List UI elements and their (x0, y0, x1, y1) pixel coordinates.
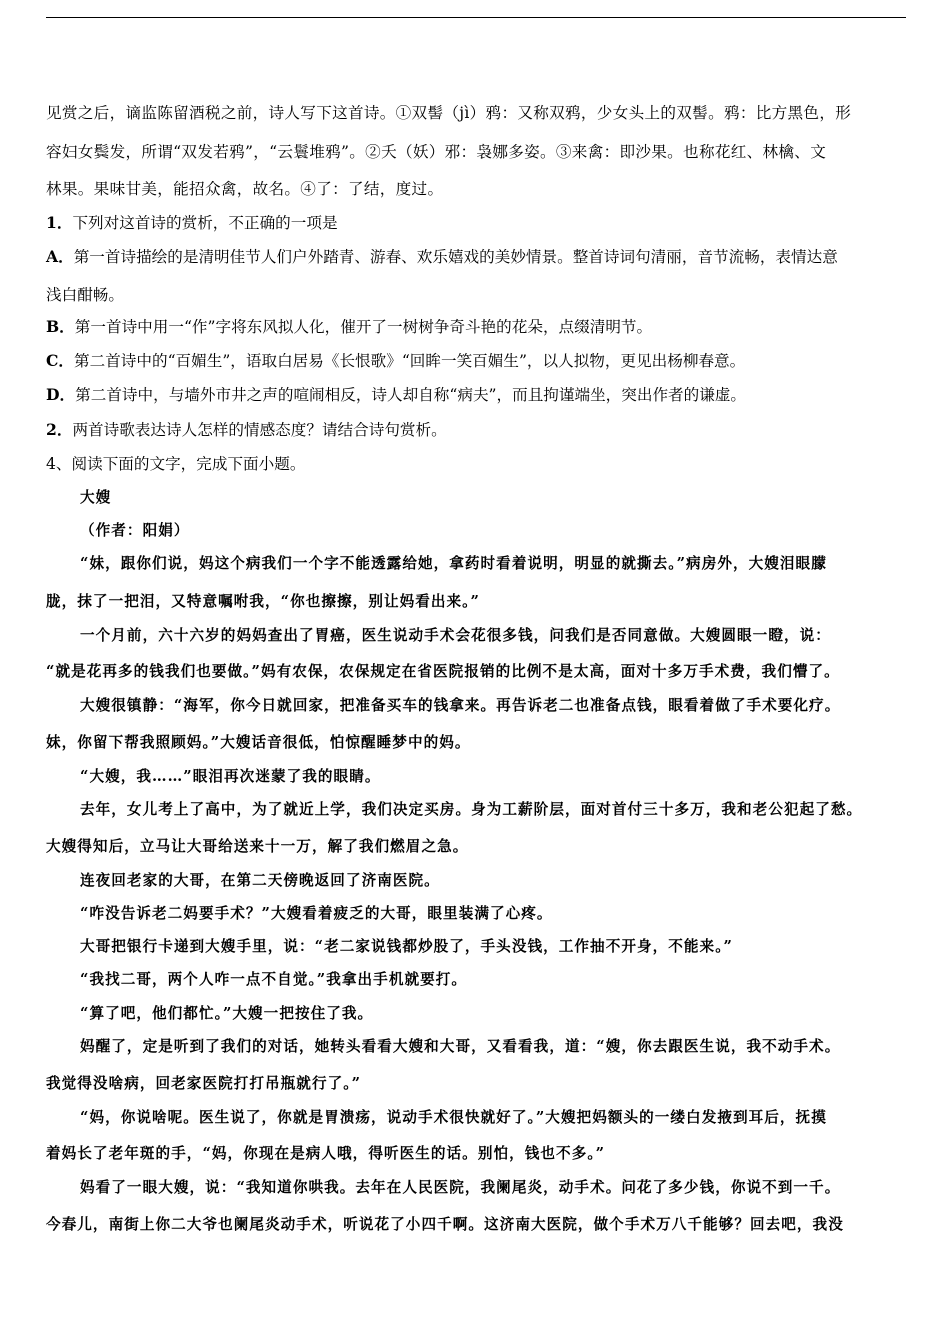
option-d (46, 383, 746, 405)
story-line: 一个月前，六十六岁的妈妈查出了胃癌，医生说动手术会花很多钱，问我们是否同意做。大嫂圆眼一瞪，说： (80, 627, 831, 644)
option-label: B． (46, 317, 75, 336)
story-line: 大哥把银行卡递到大嫂手里，说：“老二家说钱都炒股了，手头没钱，工作抽不开身，不能来。” (80, 938, 733, 955)
question-stem: 两首诗歌表达诗人怎样的情感态度？请结合诗句赏析。 (72, 421, 447, 439)
option-text: 第一首诗中用一“作”字将东风拟人化，催开了一树树争奇斗艳的花朵，点缀清明节。 (74, 318, 653, 336)
question-1 (46, 211, 338, 233)
question-number: 2． (46, 420, 73, 439)
story-line: 胧，抹了一把泪，又特意嘱咐我，“你也擦擦，别让妈看出来。” (46, 593, 480, 610)
annotation-line: 容妇女鬓发，所谓“双发若鸦”，“云鬟堆鸦”。②夭（妖）邪：袅娜多姿。③来禽：即沙果。也称花红、林檎、文 (46, 143, 827, 161)
story-line: “大嫂，我……”眼泪再次迷蒙了我的眼睛。 (80, 768, 381, 785)
story-line: 我觉得没啥病，回老家医院打打吊瓶就行了。” (46, 1075, 362, 1092)
option-a-continued: 浅白酣畅。 (46, 286, 124, 304)
question-2 (46, 418, 447, 440)
story-line: 连夜回老家的大哥，在第二天傍晚返回了济南医院。 (80, 872, 440, 889)
story-line: 大嫂得知后，立马让大哥给送来十一万，解了我们燃眉之急。 (46, 838, 469, 855)
story-title: 大嫂 (80, 489, 112, 506)
story-line: 去年，女儿考上了高中，为了就近上学，我们决定买房。身为工薪阶层，面对首付三十多万，我和老公犯起了愁。 (80, 801, 863, 818)
option-text: 第一首诗描绘的是清明佳节人们户外踏青、游春、欢乐嬉戏的美妙情景。整首诗词句清丽，音节流畅，表情达意 (73, 248, 838, 266)
option-text: 第二首诗中，与墙外市井之声的喧闹相反，诗人却自称“病夫”，而且拘谨端坐，突出作者的谦虚。 (75, 386, 747, 404)
top-rule (46, 17, 906, 18)
option-text: 第二首诗中的“百媚生”，语取白居易《长恨歌》“回眸一笑百媚生”，以人拟物，更见出杨柳春意。 (74, 352, 746, 370)
question-stem: 下列对这首诗的赏析，不正确的一项是 (72, 214, 338, 232)
story-line: “算了吧，他们都忙。”大嫂一把按住了我。 (80, 1005, 374, 1022)
section-4-heading: 4、阅读下面的文字，完成下面小题。 (46, 455, 306, 473)
annotation-line: 林果。果味甘美，能招众禽，故名。④了：了结，度过。 (46, 180, 444, 198)
option-label: C． (46, 351, 75, 370)
story-line: “咋没告诉老二妈要手术？”大嫂看着疲乏的大哥，眼里装满了心疼。 (80, 905, 553, 922)
story-line: 着妈长了老年斑的手，“妈，你现在是病人哦，得听医生的话。别怕，钱也不多。” (46, 1145, 606, 1162)
story-line: “妈，你说啥呢。医生说了，你就是胃溃疡，说动手术很快就好了。”大嫂把妈额头的一缕白发掖到耳后，抚摸 (80, 1109, 827, 1126)
story-line: “妹，跟你们说，妈这个病我们一个字不能透露给她，拿药时看着说明，明显的就撕去。”病房外，大嫂泪眼朦 (80, 555, 827, 572)
story-line: 大嫂很镇静：“海军，你今日就回家，把准备买车的钱拿来。再告诉老二也准备点钱，眼看着做了手术要化疗。 (80, 697, 841, 714)
question-number: 1． (46, 213, 73, 232)
option-a (46, 245, 838, 267)
story-line: “就是花再多的钱我们也要做。”妈有农保，农保规定在省医院报销的比例不是太高，面对十多万手术费，我们懵了。 (46, 663, 840, 680)
annotation-line: 见赏之后，谪监陈留酒税之前，诗人写下这首诗。①双髻（jì）鸦：又称双鸦，少女头上的双髻。鸦：比方黑色，形 (46, 104, 852, 122)
story-author: （作者：阳娟） (80, 522, 190, 539)
story-line: 妈醒了，定是听到了我们的对话，她转头看看大嫂和大哥，又看看我，道：“嫂，你去跟医生说，我不动手术。 (80, 1038, 841, 1055)
option-c (46, 349, 745, 371)
option-label: D． (46, 385, 76, 404)
option-label: A． (46, 247, 74, 266)
story-line: “我找二哥，两个人咋一点不自觉。”我拿出手机就要打。 (80, 971, 468, 988)
option-b (46, 315, 652, 337)
story-line: 妹，你留下帮我照顾妈。”大嫂话音很低，怕惊醒睡梦中的妈。 (46, 734, 471, 751)
story-line: 妈看了一眼大嫂，说：“我知道你哄我。去年在人民医院，我阑尾炎，动手术。问花了多少钱，你说不到一千。 (80, 1179, 841, 1196)
story-line: 今春儿，南街上你二大爷也阑尾炎动手术，听说花了小四千啊。这济南大医院，做个手术万八千能够？回去吧，我没 (46, 1216, 844, 1233)
